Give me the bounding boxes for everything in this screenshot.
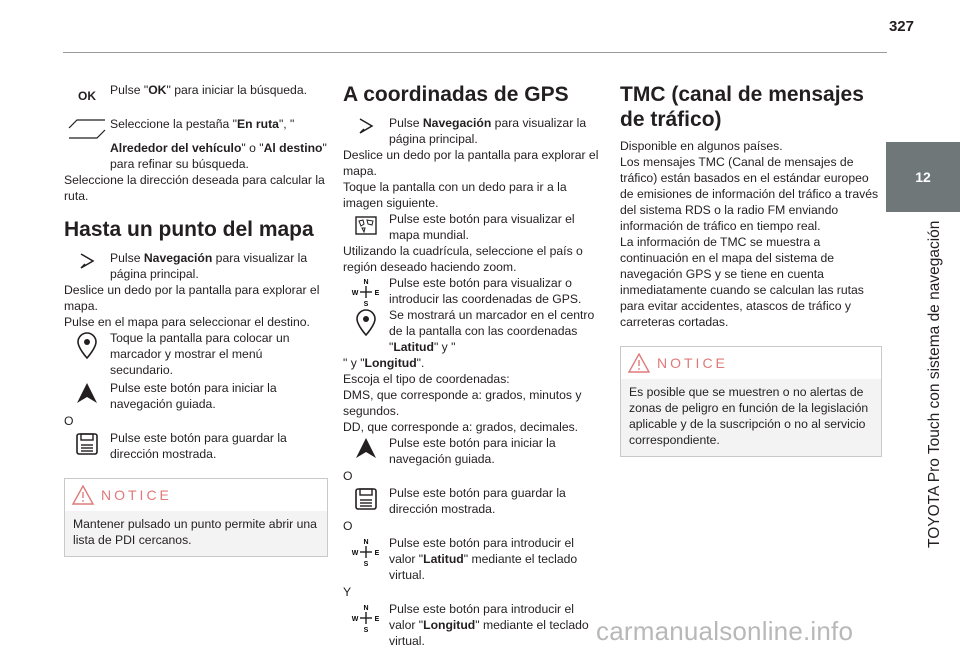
- save-text: Pulse este botón para guardar la dirección mostrada.: [389, 486, 566, 516]
- dms-text: DMS, que corresponde a: grados, minutos y segundos.: [343, 388, 582, 418]
- marker-text: Se mostrará un marcador en el centro de la pantalla con las coordenadas "Latitud" y ": [389, 308, 595, 354]
- compass-text: Pulse este botón para visualizar o introducir las coordenadas de GPS.: [389, 276, 582, 306]
- svg-text:N: N: [363, 539, 369, 546]
- svg-text:W: W: [351, 290, 359, 297]
- compass-coordinates-icon: [343, 535, 389, 567]
- or-text-2: O: [343, 519, 353, 533]
- section-heading-gps: A coordinadas de GPS: [343, 83, 569, 106]
- navigation-instruction: Pulse Navegación para visualizar la página principal.: [389, 116, 587, 146]
- latitude-text: Pulse este botón para introducir el valor "Latitud" mediante el teclado virtual.: [389, 536, 578, 582]
- notice-text: Es posible que se muestren o no alertas de zonas de peligro en función de la legislación aplicable y de la suscripción o no al servicio correspondiente.: [629, 385, 869, 447]
- navigation-arrow-icon: [64, 250, 110, 270]
- section-heading-tmc: TMC (canal de mensajes de tráfico): [620, 83, 864, 131]
- tab-outline-icon: [64, 116, 110, 140]
- svg-text:N: N: [363, 279, 369, 286]
- warning-triangle-icon: [621, 353, 657, 373]
- available-text: Disponible en algunos países.: [620, 139, 783, 153]
- or-text: O: [343, 469, 353, 483]
- chapter-side-title: [904, 218, 943, 558]
- svg-text:W: W: [351, 616, 359, 623]
- longitude-text: Pulse este botón para introducir el valor "Longitud" mediante el teclado virtual.: [389, 602, 589, 648]
- ok-instruction: Pulse "OK" para iniciar la búsqueda.: [110, 83, 307, 97]
- notice-box-1: [64, 478, 328, 557]
- swipe-text: Deslice un dedo por la pantalla para explorar el mapa.: [343, 148, 599, 178]
- navigation-arrow-icon: [343, 115, 389, 135]
- world-map-text: Pulse este botón para visualizar el mapa mundial.: [389, 212, 575, 242]
- grid-text: Utilizando la cuadrícula, seleccione el país o región deseado haciendo zoom.: [343, 244, 583, 274]
- warning-triangle-icon: [65, 485, 101, 505]
- svg-text:E: E: [374, 290, 380, 297]
- column-3: [620, 76, 882, 457]
- swipe-text: Deslice un dedo por la pantalla para explorar el mapa.: [64, 283, 320, 313]
- guide-text: Pulse este botón para iniciar la navegación guiada.: [389, 436, 556, 466]
- world-map-icon: [343, 211, 389, 237]
- touch-text: Toque la pantalla con un dedo para ir a la imagen siguiente.: [343, 180, 567, 210]
- svg-text:S: S: [363, 627, 369, 633]
- compass-coordinates-icon: [343, 275, 389, 307]
- press-map-text: Pulse en el mapa para seleccionar el destino.: [64, 315, 310, 329]
- notice-label: NOTICE: [101, 487, 172, 503]
- column-2: [343, 76, 602, 649]
- choose-type-text: Escoja el tipo de coordenadas:: [343, 372, 510, 386]
- svg-text:S: S: [363, 301, 369, 307]
- pin-text: Toque la pantalla para colocar un marcador y mostrar el menú secundario.: [110, 331, 290, 377]
- dd-text: DD, que corresponde a: grados, decimales.: [343, 420, 579, 434]
- marker-text-end: " y "Longitud".: [343, 356, 425, 370]
- tab-instruction-first: Seleccione la pestaña "En ruta", ": [110, 117, 295, 131]
- svg-text:N: N: [363, 605, 369, 612]
- chapter-tab: 12: [886, 142, 960, 212]
- map-pin-icon: [64, 330, 110, 360]
- notice-text: Mantener pulsado un punto permite abrir una lista de PDI cercanos.: [73, 517, 317, 547]
- page-number: 327: [888, 18, 914, 35]
- notice-box-2: [620, 346, 882, 457]
- ok-icon: OK: [78, 89, 96, 103]
- tab-instruction-second: Alrededor del vehículo" o "Al destino" para refinar su búsqueda.: [110, 141, 327, 171]
- or-text: O: [64, 414, 74, 428]
- chapter-title-text: TOYOTA Pro Touch con sistema de navegación: [926, 220, 943, 548]
- header-rule: [63, 52, 887, 53]
- save-disk-icon: [64, 430, 110, 456]
- save-text: Pulse este botón para guardar la dirección mostrada.: [110, 431, 287, 461]
- compass-coordinates-icon: [343, 601, 389, 633]
- svg-text:E: E: [374, 550, 380, 557]
- svg-text:W: W: [351, 550, 359, 557]
- svg-text:E: E: [374, 616, 380, 623]
- save-disk-icon: [343, 485, 389, 511]
- guidance-arrow-icon: [64, 380, 110, 404]
- guidance-arrow-icon: [343, 435, 389, 459]
- map-pin-icon: [343, 307, 389, 337]
- navigation-instruction: Pulse Navegación para visualizar la página principal.: [110, 251, 308, 281]
- and-text: Y: [343, 585, 352, 599]
- svg-text:S: S: [363, 561, 369, 567]
- watermark: carmanualsonline.info: [596, 616, 854, 646]
- section-heading-map-point: Hasta un punto del mapa: [64, 218, 314, 241]
- select-direction-text: Seleccione la dirección deseada para calcular la ruta.: [64, 173, 325, 203]
- tmc-info: La información de TMC se muestra a continuación en el mapa del sistema de navegación GPS y se tiene en cuenta inmediatamente cuando se calculan las rutas para evitar accidentes, atascos de tráfico y carreteras cortadas.: [620, 235, 864, 329]
- column-1: [64, 76, 328, 557]
- guide-text: Pulse este botón para iniciar la navegación guiada.: [110, 381, 277, 411]
- notice-label: NOTICE: [657, 355, 728, 371]
- tmc-description: Los mensajes TMC (Canal de mensajes de tráfico) están basados en el estándar europeo de emisiones de información del tráfico a través del sistema RDS o la radio FM enviando información de tráfico en tiempo real.: [620, 155, 879, 233]
